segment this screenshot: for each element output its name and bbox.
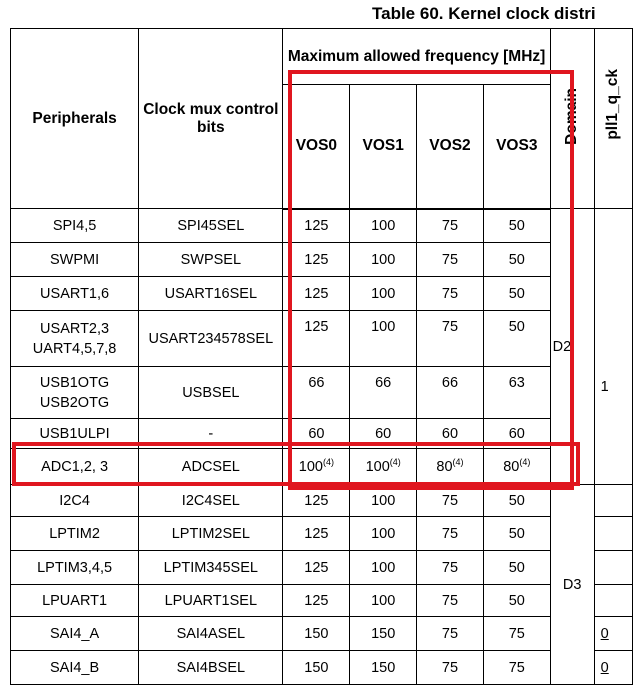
frequency-value: 60 — [308, 425, 325, 442]
table-row — [11, 209, 633, 243]
header-cut-column — [594, 29, 632, 209]
frequency-value: 100 — [371, 319, 396, 335]
vos3-value — [483, 585, 550, 617]
table-row — [11, 277, 633, 311]
frequency-value: 150 — [371, 659, 396, 676]
vos0-value — [283, 517, 350, 551]
vos3-value — [483, 449, 550, 485]
clock-mux-cell: USART16SEL — [139, 277, 283, 311]
table-row — [11, 617, 633, 651]
vos2-value — [417, 485, 484, 517]
header-cut-text: pll1_q_ck — [604, 68, 622, 140]
frequency-value: 150 — [304, 659, 329, 676]
frequency-value: 60 — [508, 425, 525, 442]
vos0-value — [283, 277, 350, 311]
peripheral-name: LPTIM3,4,5 — [37, 559, 113, 576]
frequency-value: 75 — [441, 625, 459, 642]
peripheral-name: SPI4,5 — [52, 217, 97, 234]
vos2-value — [417, 449, 484, 485]
vos0-value — [283, 311, 350, 367]
vos2-value — [417, 585, 484, 617]
table-row — [11, 243, 633, 277]
frequency-value: 125 — [304, 217, 329, 234]
cut-column-cell — [594, 485, 632, 517]
peripheral-name: UART4,5,7,8 — [32, 340, 117, 357]
frequency-value: 125 — [304, 492, 329, 509]
vos0-value — [283, 209, 350, 243]
frequency-value: 150 — [304, 625, 329, 642]
peripheral-name: SAI4_B — [49, 659, 100, 676]
cut-column-cell — [594, 551, 632, 585]
vos2-value — [417, 243, 484, 277]
peripheral-name: USART2,3 — [40, 320, 110, 337]
peripheral-name: SAI4_A — [49, 625, 100, 642]
vos3-value — [483, 485, 550, 517]
peripheral-name: USB1OTG — [39, 374, 110, 391]
vos0-value — [283, 585, 350, 617]
cut-column-cell: 0 — [594, 651, 632, 685]
clock-mux-cell: SWPSEL — [139, 243, 283, 277]
frequency-value: 75 — [441, 217, 459, 234]
header-peripherals: Peripherals — [11, 29, 139, 209]
peripheral-cell — [11, 551, 139, 585]
table-row — [11, 419, 633, 449]
peripheral-name: ADC1,2, 3 — [41, 458, 109, 475]
frequency-value: 66 — [375, 375, 392, 391]
vos1-value — [350, 617, 417, 651]
cut-column-value: 1 — [600, 378, 609, 395]
table-row — [11, 311, 633, 367]
cut-column-cell — [594, 517, 632, 551]
frequency-value: 80 — [503, 458, 520, 475]
clock-mux-cell: SPI45SEL — [139, 209, 283, 243]
frequency-value: 125 — [304, 525, 329, 542]
vos3-value — [483, 617, 550, 651]
frequency-value: 150 — [371, 625, 396, 642]
frequency-value: 100 — [298, 458, 323, 475]
frequency-value: 50 — [508, 217, 525, 234]
frequency-value: 50 — [508, 559, 525, 576]
vos2-value — [417, 367, 484, 419]
header-vos2: VOS2 — [417, 85, 484, 209]
peripheral-cell — [11, 585, 139, 617]
vos1-value — [350, 311, 417, 367]
vos2-value — [417, 419, 484, 449]
frequency-value: 125 — [304, 592, 329, 609]
clock-mux-cell: LPTIM345SEL — [139, 551, 283, 585]
peripheral-cell — [11, 449, 139, 485]
clock-mux-cell: SAI4ASEL — [139, 617, 283, 651]
peripheral-name: LPTIM2 — [49, 525, 100, 542]
domain-d3-cell: D3 — [550, 485, 594, 685]
frequency-value: 50 — [508, 285, 525, 302]
cut-column-cell: 0 — [594, 617, 632, 651]
vos0-value — [283, 551, 350, 585]
frequency-value: 100 — [371, 559, 396, 576]
frequency-value: 75 — [441, 319, 459, 335]
clock-mux-cell: SAI4BSEL — [139, 651, 283, 685]
vos0-value — [283, 419, 350, 449]
frequency-value: 66 — [441, 375, 459, 391]
vos1-value — [350, 367, 417, 419]
frequency-value: 125 — [304, 285, 329, 302]
frequency-value: 100 — [371, 285, 396, 302]
clock-mux-cell: LPTIM2SEL — [139, 517, 283, 551]
vos3-value — [483, 551, 550, 585]
frequency-value: 100 — [371, 592, 396, 609]
header-max-frequency: Maximum allowed frequency [MHz] — [283, 29, 550, 85]
header-vos1: VOS1 — [350, 85, 417, 209]
vos2-value — [417, 517, 484, 551]
footnote-ref: (4) — [389, 456, 401, 467]
table-row — [11, 585, 633, 617]
frequency-value: 75 — [508, 625, 525, 642]
vos3-value — [483, 517, 550, 551]
vos1-value — [350, 551, 417, 585]
vos3-value — [483, 419, 550, 449]
frequency-value: 75 — [441, 251, 459, 268]
frequency-value: 63 — [508, 375, 525, 391]
vos1-value — [350, 209, 417, 243]
peripheral-cell — [11, 311, 139, 367]
vos2-value — [417, 209, 484, 243]
peripheral-name: USB1ULPI — [39, 425, 110, 442]
frequency-value: 125 — [304, 559, 329, 576]
vos3-value — [483, 311, 550, 367]
vos1-value — [350, 419, 417, 449]
header-vos0: VOS0 — [283, 85, 350, 209]
table-row — [11, 449, 633, 485]
vos1-value — [350, 277, 417, 311]
clock-mux-cell: USBSEL — [139, 367, 283, 419]
peripheral-cell — [11, 243, 139, 277]
frequency-value: 100 — [371, 492, 396, 509]
frequency-value: 50 — [508, 251, 525, 268]
frequency-value: 75 — [441, 492, 459, 509]
kernel-clock-table — [10, 28, 633, 685]
vos1-value — [350, 243, 417, 277]
vos3-value — [483, 209, 550, 243]
peripheral-cell — [11, 419, 139, 449]
vos2-value — [417, 617, 484, 651]
frequency-value: 75 — [441, 592, 459, 609]
peripheral-cell — [11, 517, 139, 551]
frequency-value: 75 — [441, 285, 459, 302]
table-row — [11, 517, 633, 551]
peripheral-name: SWPMI — [50, 251, 100, 268]
frequency-value: 50 — [508, 592, 525, 609]
frequency-value: 75 — [441, 659, 459, 676]
footnote-ref: (4) — [452, 456, 464, 467]
frequency-value: 60 — [375, 425, 392, 442]
peripheral-name: USART1,6 — [40, 285, 110, 302]
peripheral-cell — [11, 367, 139, 419]
vos3-value — [483, 277, 550, 311]
frequency-value: 50 — [508, 525, 525, 542]
table-row — [11, 367, 633, 419]
peripheral-cell — [11, 277, 139, 311]
cut-column-cell — [594, 209, 632, 485]
vos0-value — [283, 449, 350, 485]
peripheral-name: LPUART1 — [42, 592, 108, 609]
vos0-value — [283, 617, 350, 651]
cut-column-cell — [594, 585, 632, 617]
vos3-value — [483, 367, 550, 419]
vos0-value — [283, 243, 350, 277]
peripheral-name: USB2OTG — [39, 394, 110, 411]
frequency-value: 75 — [508, 659, 525, 676]
peripheral-cell — [11, 617, 139, 651]
frequency-value: 100 — [371, 217, 396, 234]
frequency-value: 60 — [441, 425, 459, 442]
frequency-value: 50 — [508, 319, 525, 335]
table-row — [11, 551, 633, 585]
frequency-value: 80 — [436, 458, 453, 475]
vos1-value — [350, 517, 417, 551]
frequency-value: 75 — [441, 559, 459, 576]
footnote-ref: (4) — [519, 456, 531, 467]
table-row — [11, 485, 633, 517]
header-vos3: VOS3 — [483, 85, 550, 209]
clock-mux-cell: - — [139, 419, 283, 449]
footnote-ref: (4) — [322, 456, 334, 467]
peripheral-cell — [11, 209, 139, 243]
vos2-value — [417, 311, 484, 367]
vos0-value — [283, 367, 350, 419]
vos3-value — [483, 243, 550, 277]
frequency-value: 50 — [508, 492, 525, 509]
vos2-value — [417, 551, 484, 585]
clock-mux-cell: I2C4SEL — [139, 485, 283, 517]
table-caption: Table 60. Kernel clock distri — [372, 4, 596, 23]
header-domain — [550, 29, 594, 209]
frequency-value: 66 — [308, 375, 325, 391]
clock-mux-cell: USART234578SEL — [139, 311, 283, 367]
frequency-value: 100 — [371, 251, 396, 268]
frequency-value: 125 — [304, 319, 329, 335]
frequency-value: 75 — [441, 525, 459, 542]
frequency-value: 125 — [304, 251, 329, 268]
vos1-value — [350, 585, 417, 617]
header-clock-mux: Clock mux control bits — [139, 29, 283, 209]
peripheral-name: I2C4 — [59, 492, 90, 509]
vos2-value — [417, 277, 484, 311]
frequency-value: 100 — [365, 458, 390, 475]
header-domain-text: Domain — [563, 87, 581, 145]
vos0-value — [283, 485, 350, 517]
vos1-value — [350, 449, 417, 485]
domain-d2-cell: D2 — [550, 209, 594, 485]
peripheral-cell — [11, 485, 139, 517]
vos1-value — [350, 485, 417, 517]
clock-mux-cell: ADCSEL — [139, 449, 283, 485]
frequency-value: 100 — [371, 525, 396, 542]
clock-mux-cell: LPUART1SEL — [139, 585, 283, 617]
